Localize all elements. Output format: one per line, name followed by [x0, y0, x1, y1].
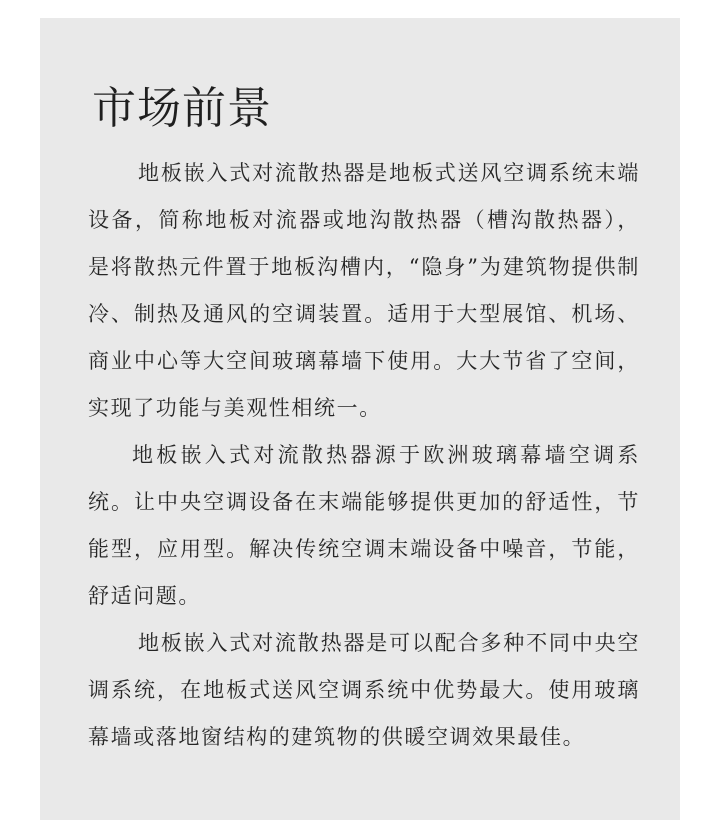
- page-title: 市场前景: [92, 83, 272, 134]
- paragraph-2: 地板嵌入式对流散热器源于欧洲玻璃幕墙空调系统。让中央空调设备在末端能够提供更加的舒适性，节能型，应用型。解决传统空调末端设备中噪音，节能，舒适问题。: [88, 443, 640, 608]
- paragraph-1: 地板嵌入式对流散热器是地板式送风空调系统末端设备，简称地板对流器或地沟散热器（槽沟散热器），是将散热元件置于地板沟槽内，“隐身”为建筑物提供制冷、制热及通风的空调装置。适用于大型展馆、机场、商业中心等大空间玻璃幕墙下使用。大大节省了空间，实现了功能与美观性相统一。: [88, 161, 640, 420]
- paragraph-3: 地板嵌入式对流散热器是可以配合多种不同中央空调系统，在地板式送风空调系统中优势最大。使用玻璃幕墙或落地窗结构的建筑物的供暖空调效果最佳。: [88, 631, 640, 749]
- article-card: [40, 18, 680, 820]
- article-body: [88, 150, 640, 761]
